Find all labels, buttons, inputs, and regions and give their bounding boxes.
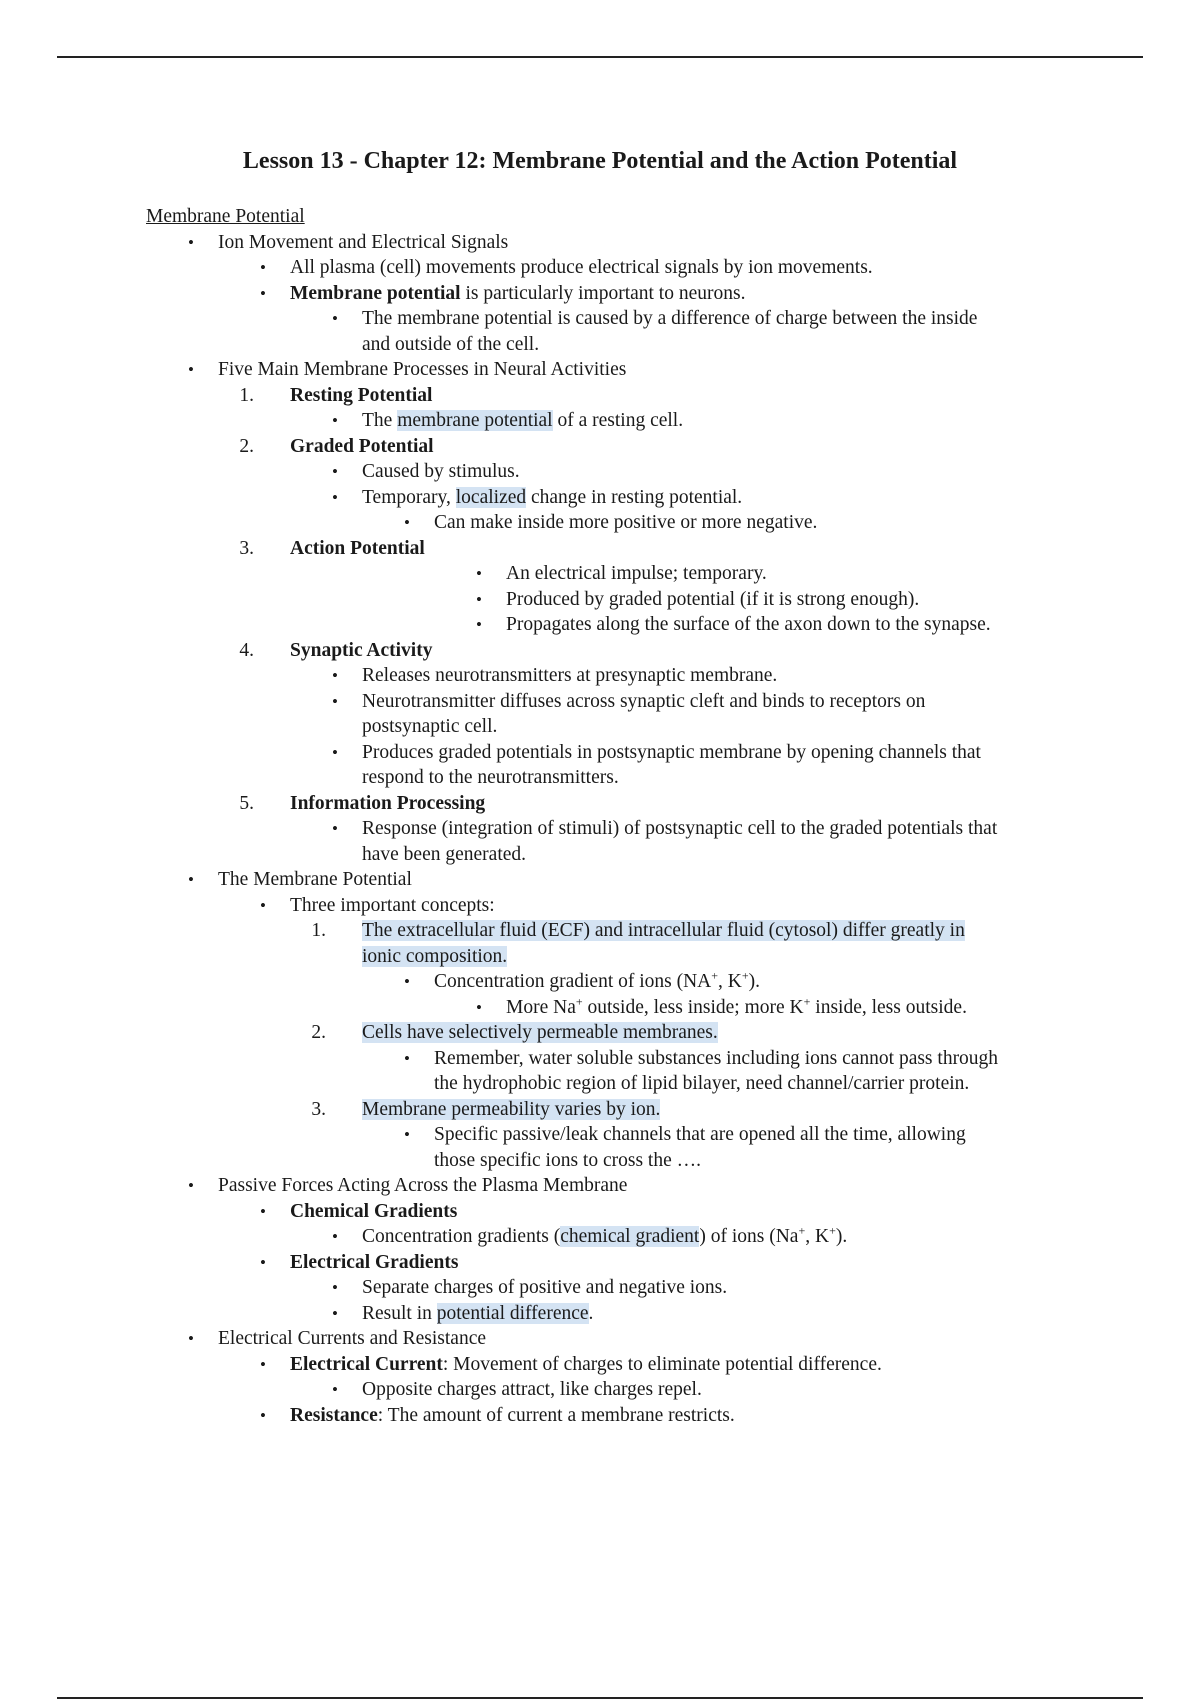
numbered-item-info	[146, 791, 1146, 817]
item-text: Concentration gradient of ions (NA	[434, 971, 712, 992]
bullet-icon: •	[332, 487, 338, 507]
superscript: +	[829, 1223, 836, 1238]
item-text: Caused by stimulus.	[362, 461, 520, 482]
bullet-icon: •	[188, 232, 194, 252]
item-number: 3.	[311, 1098, 326, 1120]
bullet-icon: •	[260, 895, 266, 915]
bullet-icon: •	[260, 258, 266, 277]
list-item	[146, 561, 1146, 587]
process-label: Synaptic Activity	[290, 639, 433, 661]
bullet-icon: •	[404, 972, 410, 991]
list-item	[146, 1199, 1146, 1225]
bullet-icon: •	[260, 1405, 266, 1425]
highlighted-text: ionic composition.	[362, 945, 508, 967]
highlighted-text: potential difference	[436, 1302, 589, 1324]
item-text: The membrane potential is caused by a difference of charge between the inside	[362, 308, 978, 329]
bullet-icon: •	[188, 1176, 194, 1195]
numbered-item-action	[146, 536, 1146, 562]
item-text: is particularly important to neurons.	[460, 282, 746, 304]
list-item	[146, 510, 1146, 536]
list-item	[146, 1352, 1146, 1378]
item-text: change in resting potential.	[526, 486, 743, 508]
topic-title: The Membrane Potential	[218, 869, 412, 890]
item-text: Produced by graded potential (if it is strong enough).	[506, 588, 920, 610]
bullet-icon: •	[188, 870, 194, 889]
list-item	[146, 459, 1146, 485]
bullet-icon: •	[332, 1303, 338, 1323]
list-item-currents	[146, 1326, 1146, 1352]
list-item	[146, 740, 1146, 766]
bullet-icon: •	[188, 360, 194, 379]
superscript: +	[798, 1223, 806, 1238]
item-number: 2.	[311, 1022, 326, 1043]
superscript: +	[741, 968, 749, 983]
list-item	[146, 281, 1146, 307]
list-item-continuation	[146, 714, 1146, 740]
item-text: Three important concepts:	[290, 894, 495, 916]
bullet-icon: •	[332, 691, 338, 711]
topic-title: Five Main Membrane Processes in Neural Activities	[218, 359, 627, 380]
numbered-item-concept-3	[146, 1097, 1146, 1123]
list-item	[146, 1403, 1146, 1429]
list-item	[146, 995, 1146, 1021]
numbered-item-concept-2	[146, 1020, 1146, 1046]
bullet-icon: •	[260, 1201, 266, 1221]
item-text: ).	[835, 1226, 848, 1247]
item-text: Produces graded potentials in postsynaptic membrane by opening channels that	[362, 741, 981, 763]
list-item-membrane-potential	[146, 867, 1146, 893]
item-text: have been generated.	[362, 843, 527, 865]
item-text: outside, less inside; more K	[582, 996, 804, 1018]
bullet-icon: •	[332, 462, 338, 481]
topic-title: Ion Movement and Electrical Signals	[218, 231, 509, 253]
item-text: Can make inside more positive or more negative.	[434, 512, 818, 533]
list-item	[146, 612, 1146, 638]
bullet-icon: •	[332, 666, 338, 685]
item-text: Separate charges of positive and negative ions.	[362, 1277, 728, 1298]
term-bold: Resistance	[290, 1404, 378, 1426]
superscript: +	[803, 994, 811, 1008]
bottom-rule	[57, 1697, 1143, 1699]
list-item	[146, 408, 1146, 434]
superscript: +	[711, 968, 719, 983]
list-item	[146, 306, 1146, 332]
item-text: Releases neurotransmitters at presynaptic membrane.	[362, 665, 778, 686]
numbered-item-graded	[146, 434, 1146, 460]
item-text: Remember, water soluble substances including ions cannot pass through	[434, 1047, 999, 1069]
bullet-icon: •	[332, 1227, 338, 1246]
list-item	[146, 816, 1146, 842]
bullet-icon: •	[260, 1354, 266, 1374]
list-item	[146, 663, 1146, 689]
item-text: the hydrophobic region of lipid bilayer, need channel/carrier protein.	[434, 1073, 970, 1094]
item-text: An electrical impulse; temporary.	[506, 563, 767, 584]
item-text: Propagates along the surface of the axon down to the synapse.	[506, 614, 991, 635]
bullet-icon: •	[476, 997, 482, 1017]
list-item	[146, 1250, 1146, 1276]
bullet-icon: •	[476, 615, 482, 634]
highlighted-text: membrane potential	[397, 410, 553, 431]
item-text: Neurotransmitter diffuses across synaptic cleft and binds to receptors on	[362, 690, 926, 712]
list-item	[146, 485, 1146, 511]
bullet-icon: •	[476, 589, 482, 609]
list-item	[146, 689, 1146, 715]
highlighted-text: Membrane permeability varies by ion.	[362, 1098, 661, 1120]
item-text: Concentration gradients (	[362, 1226, 561, 1247]
bullet-icon: •	[476, 564, 482, 583]
item-text: those specific ions to cross the ….	[434, 1149, 701, 1171]
topic-title: Passive Forces Acting Across the Plasma Membrane	[218, 1175, 628, 1196]
numbered-item-resting	[146, 383, 1146, 409]
process-label: Graded Potential	[290, 435, 434, 457]
item-text: respond to the neurotransmitters.	[362, 767, 619, 788]
bullet-icon: •	[332, 1278, 338, 1297]
bullet-icon: •	[332, 309, 338, 328]
term-bold: Chemical Gradients	[290, 1200, 458, 1222]
item-text: .	[588, 1302, 594, 1324]
list-item-five-processes	[146, 357, 1146, 383]
process-label: Action Potential	[290, 537, 425, 559]
list-item	[146, 1377, 1146, 1403]
item-text: , K	[805, 1226, 830, 1247]
bullet-icon: •	[404, 513, 410, 532]
item-text: and outside of the cell.	[362, 333, 540, 355]
process-label: Information Processing	[290, 792, 486, 814]
bullet-icon: •	[332, 742, 338, 762]
item-text: postsynaptic cell.	[362, 716, 498, 737]
highlighted-text: The extracellular fluid (ECF) and intracellular fluid (cytosol) differ greatly in	[362, 920, 965, 941]
term-bold: Electrical Gradients	[290, 1251, 459, 1273]
highlighted-text: chemical gradient	[560, 1226, 700, 1247]
item-text: : Movement of charges to eliminate potential difference.	[442, 1353, 882, 1375]
highlighted-text: Cells have selectively permeable membranes.	[362, 1022, 718, 1043]
item-text: Specific passive/leak channels that are opened all the time, allowing	[434, 1124, 966, 1145]
term-bold: Membrane potential	[290, 282, 461, 304]
list-item	[146, 1046, 1146, 1072]
top-rule	[57, 56, 1143, 58]
bullet-icon: •	[404, 1048, 410, 1068]
term-bold: Electrical Current	[290, 1353, 443, 1375]
bullet-icon: •	[404, 1125, 410, 1144]
section-heading-line	[146, 204, 1146, 230]
bullet-icon: •	[260, 283, 266, 303]
list-item-passive-forces	[146, 1173, 1146, 1199]
process-label: Resting Potential	[290, 384, 433, 406]
page-title: Lesson 13 - Chapter 12: Membrane Potential and the Action Potential	[242, 148, 958, 174]
item-text: : The amount of current a membrane restricts.	[377, 1404, 735, 1426]
list-item	[146, 1122, 1146, 1148]
highlighted-text: localized	[455, 486, 527, 508]
item-text: Opposite charges attract, like charges repel.	[362, 1379, 702, 1400]
item-number: 5.	[239, 792, 254, 814]
item-number: 4.	[239, 639, 254, 661]
list-item	[146, 969, 1146, 995]
item-number: 1.	[239, 384, 254, 406]
list-item-continuation	[146, 944, 1146, 970]
list-item	[146, 1275, 1146, 1301]
bullet-icon: •	[332, 1380, 338, 1399]
bullet-icon: •	[332, 411, 338, 430]
list-item-continuation	[146, 1148, 1146, 1174]
item-text: , K	[718, 971, 742, 992]
item-text: More Na	[506, 996, 576, 1018]
list-item	[146, 255, 1146, 281]
numbered-item-synaptic	[146, 638, 1146, 664]
list-item	[146, 1301, 1146, 1327]
item-text: All plasma (cell) movements produce electrical signals by ion movements.	[290, 257, 873, 278]
item-text: of a resting cell.	[552, 410, 684, 431]
bullet-icon: •	[332, 819, 338, 838]
superscript: +	[575, 994, 583, 1008]
list-item-continuation	[146, 332, 1146, 358]
item-text: inside, less outside.	[810, 996, 967, 1018]
topic-title: Electrical Currents and Resistance	[218, 1328, 487, 1349]
item-text: Temporary,	[362, 486, 456, 508]
item-text: ) of ions (Na	[699, 1226, 799, 1247]
item-text: ).	[748, 971, 761, 992]
item-text: The	[362, 410, 398, 431]
list-item-ion-movement	[146, 230, 1146, 256]
list-item	[146, 893, 1146, 919]
item-number: 3.	[239, 537, 254, 559]
section-heading: Membrane Potential	[146, 206, 305, 227]
item-number: 1.	[311, 920, 326, 941]
list-item-continuation	[146, 765, 1146, 791]
item-text: Result in	[362, 1302, 437, 1324]
list-item	[146, 587, 1146, 613]
list-item-continuation	[146, 842, 1146, 868]
bullet-icon: •	[188, 1329, 194, 1348]
numbered-item-concept-1	[146, 918, 1146, 944]
item-text: Response (integration of stimuli) of postsynaptic cell to the graded potentials that	[362, 818, 998, 839]
bullet-icon: •	[260, 1252, 266, 1272]
list-item	[146, 1224, 1146, 1250]
item-number: 2.	[239, 435, 254, 457]
notes-body	[146, 204, 1146, 1428]
list-item-continuation	[146, 1071, 1146, 1097]
